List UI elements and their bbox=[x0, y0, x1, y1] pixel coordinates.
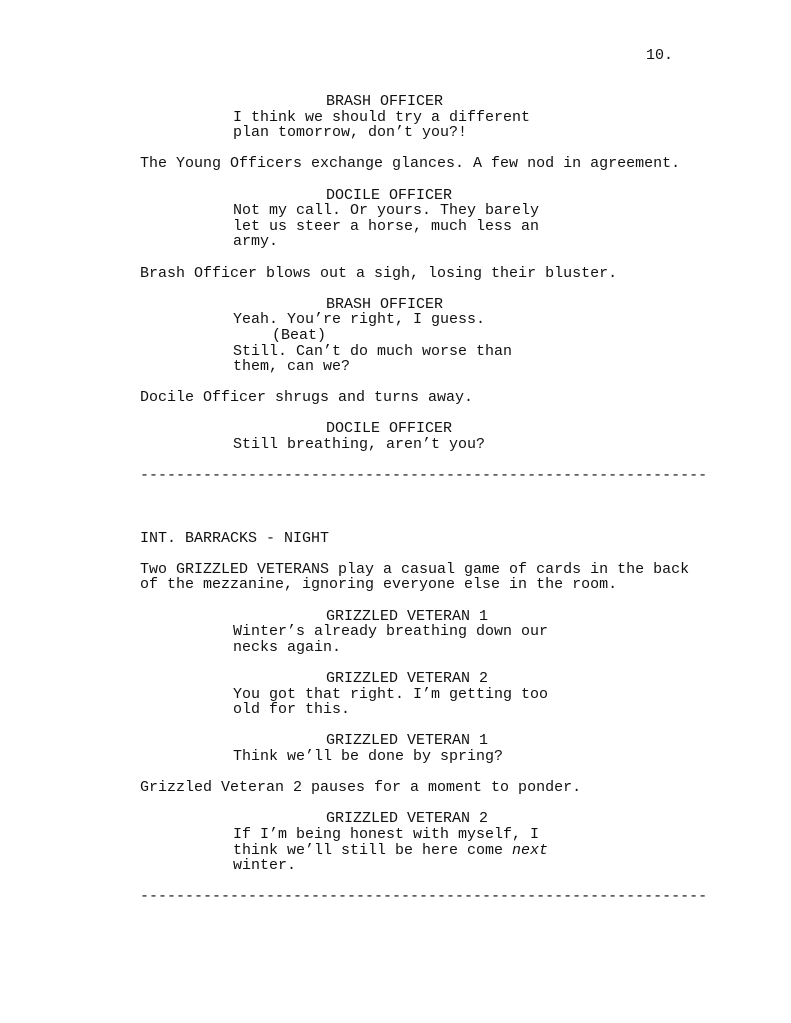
dialogue-line: Yeah. You’re right, I guess. bbox=[233, 311, 486, 329]
dialogue-line: Still. Can’t do much worse than bbox=[233, 342, 513, 360]
action-line: The Young Officers exchange glances. A few nod in agreement. bbox=[140, 155, 681, 173]
character-name: GRIZZLED VETERAN 2 bbox=[326, 669, 489, 687]
dialogue-line: winter. bbox=[233, 857, 297, 875]
dialogue-line: Winter’s already breathing down our bbox=[233, 623, 549, 641]
character-name: BRASH OFFICER bbox=[326, 295, 444, 313]
script-content bbox=[140, 94, 740, 905]
dialogue-line: them, can we? bbox=[233, 358, 351, 376]
dialogue-line: necks again. bbox=[233, 638, 342, 656]
dialogue-line: I think we should try a different bbox=[233, 108, 531, 126]
dialogue-line: old for this. bbox=[233, 701, 351, 719]
action-line: Brash Officer blows out a sigh, losing their bluster. bbox=[140, 264, 618, 282]
dialogue-line: plan tomorrow, don’t you?! bbox=[233, 124, 468, 142]
dialogue-line: You got that right. I’m getting too bbox=[233, 685, 549, 703]
dialogue-line: let us steer a horse, much less an bbox=[233, 217, 540, 235]
parenthetical: (Beat) bbox=[272, 326, 327, 344]
action-line: Docile Officer shrugs and turns away. bbox=[140, 389, 474, 407]
action-line: of the mezzanine, ignoring everyone else in the room. bbox=[140, 576, 618, 594]
dialogue-line bbox=[140, 843, 740, 859]
dialogue-line: Not my call. Or yours. They barely bbox=[233, 202, 540, 220]
action-line: Grizzled Veteran 2 pauses for a moment to ponder. bbox=[140, 779, 582, 797]
emphasized-word: next bbox=[512, 841, 549, 859]
character-name: DOCILE OFFICER bbox=[326, 186, 453, 204]
character-name: GRIZZLED VETERAN 1 bbox=[326, 607, 489, 625]
character-name: DOCILE OFFICER bbox=[326, 420, 453, 438]
page-number: 10. bbox=[646, 47, 674, 64]
scene-divider: --------------------------------------------------------------- bbox=[140, 467, 708, 485]
dialogue-line: If I’m being honest with myself, I bbox=[233, 825, 540, 843]
character-name: BRASH OFFICER bbox=[326, 93, 444, 110]
action-line: Two GRIZZLED VETERANS play a casual game of cards in the back bbox=[140, 560, 690, 578]
character-name: GRIZZLED VETERAN 2 bbox=[326, 810, 489, 828]
scene-divider: --------------------------------------------------------------- bbox=[140, 888, 708, 906]
dialogue-line: Think we’ll be done by spring? bbox=[233, 747, 504, 765]
dialogue-line: Still breathing, aren’t you? bbox=[233, 436, 486, 454]
dialogue-text: think we’ll still be here come bbox=[233, 841, 513, 859]
character-name: GRIZZLED VETERAN 1 bbox=[326, 732, 489, 750]
dialogue-line: army. bbox=[233, 233, 279, 251]
scene-heading: INT. BARRACKS - NIGHT bbox=[140, 529, 330, 547]
